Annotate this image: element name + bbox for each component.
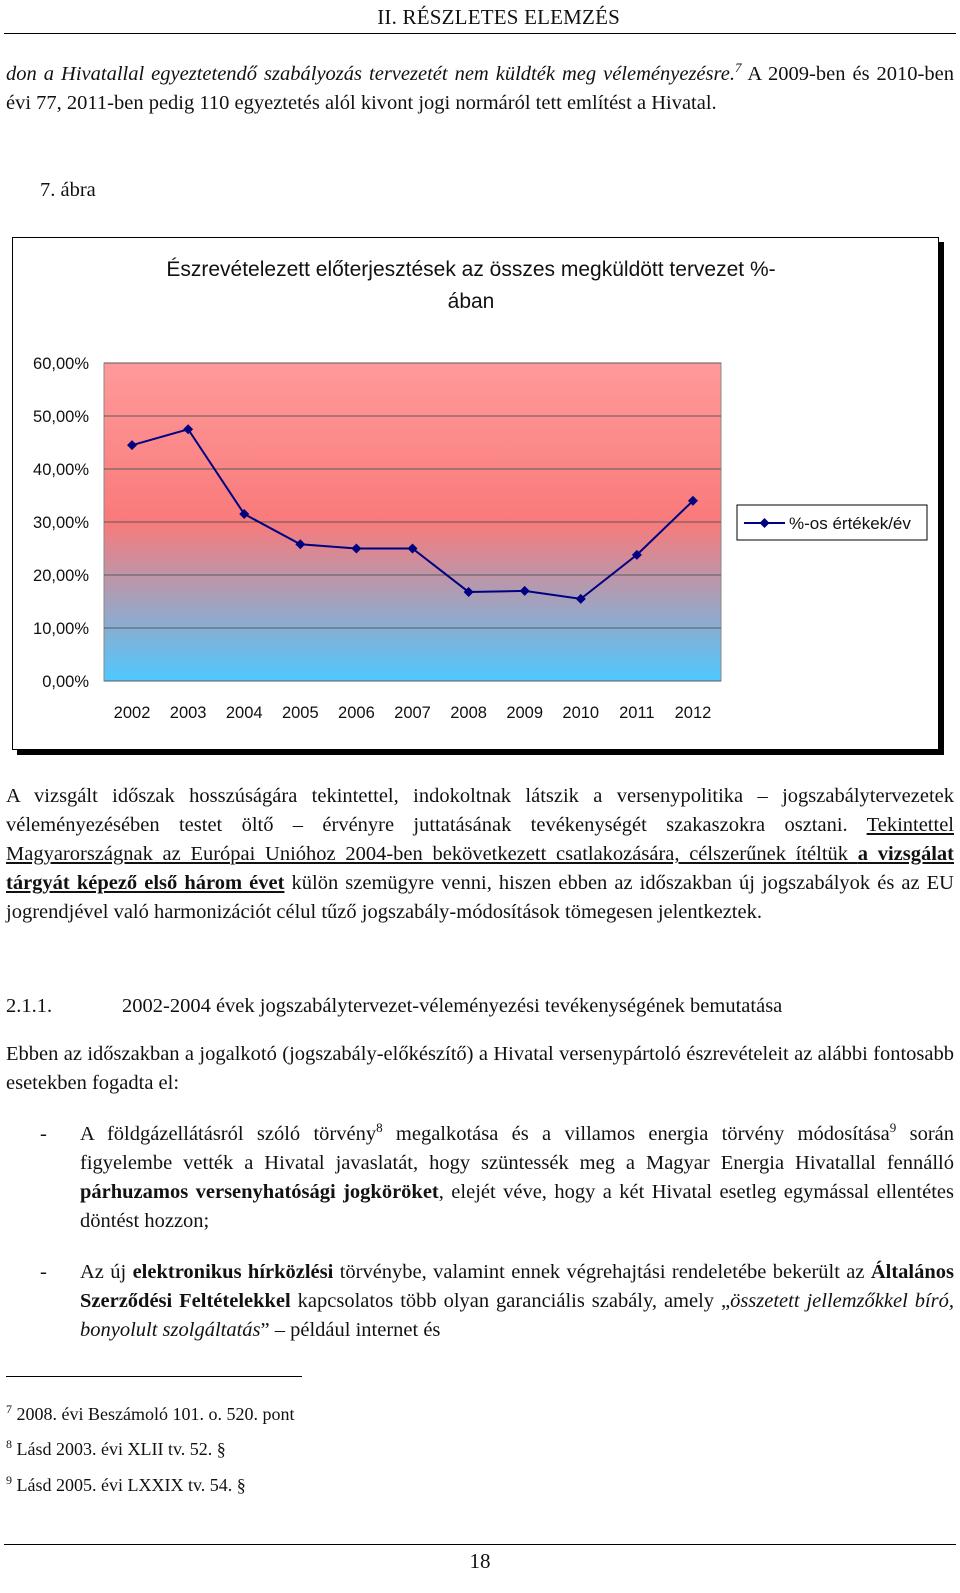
footnote-number: 7 (6, 1402, 12, 1416)
footnote-rule (6, 1376, 302, 1377)
intro-text-cont: A 2009-ben és 2010-ben évi 77, 2011-ben pedig 110 egyeztetés alól kivont jogi normáról tett említést a Hivatal. (6, 63, 954, 114)
bullet-1-text-d: , elejét véve, hogy a két Hivatal esetleg egymással ellentétes döntést hozzon; (80, 1181, 955, 1232)
page-number: 18 (469, 1549, 491, 1573)
list-bullet: - (40, 1261, 47, 1283)
x-tick-label: 2004 (225, 704, 263, 722)
intro-text: don a Hivatallal egyeztetendő szabályozás tervezetét nem küldték meg véleményezésre. (6, 63, 735, 85)
list-bullet: - (40, 1123, 47, 1145)
bullet-2-text-b: törvénybe, valamint ennek végrehajtási rendeletébe bekerült az (333, 1261, 871, 1283)
x-tick-label: 2005 (281, 704, 319, 722)
footnote-number: 9 (6, 1473, 12, 1487)
footnote-7 (6, 1402, 294, 1426)
footnote-ref-9[interactable]: 9 (889, 1120, 897, 1136)
x-tick-label: 2009 (506, 704, 544, 722)
bullet-1-text-b: megalkotása és a villamos energia törvény módosítása (382, 1123, 890, 1145)
list-item (6, 1120, 954, 1236)
header-rule (4, 33, 956, 34)
section-heading (6, 992, 954, 1021)
bullet-2-text-a: Az új (80, 1261, 133, 1283)
line-chart (12, 237, 939, 750)
bullet-2-bold-a: elektronikus hírközlési (132, 1261, 334, 1283)
footnote-ref-8[interactable]: 8 (376, 1120, 383, 1136)
bullet-1-bold: párhuzamos versenyhatósági jogköröket (80, 1181, 439, 1203)
x-tick-label: 2008 (450, 704, 487, 722)
y-tick-label: 20,00% (33, 567, 89, 585)
analysis-text-1: A vizsgált időszak hosszúságára tekintettel, indokoltnak látszik a versenypolitika – jogszabálytervezetek véleményezésében testet öltő – érvényre juttatásának tevékenységét szakaszokra osztani. (6, 785, 954, 836)
y-tick-label: 10,00% (33, 620, 89, 638)
footnote-8 (6, 1437, 226, 1461)
x-tick-label: 2002 (113, 704, 151, 722)
y-tick-label: 30,00% (33, 514, 89, 532)
list-item-text (80, 1258, 954, 1345)
bullet-2-bold-b: Általános Szerződési Feltételekkel (80, 1261, 954, 1312)
x-tick-label: 2006 (338, 704, 375, 722)
x-tick-label: 2011 (619, 704, 655, 722)
footnote-9 (6, 1473, 246, 1497)
analysis-emphasis: a vizsgálat tárgyát képező első három évet (6, 843, 954, 894)
chart-svg (13, 238, 938, 749)
y-tick-label: 40,00% (33, 461, 89, 479)
figure-label: 7. ábra (40, 179, 96, 201)
intro-paragraph (6, 60, 954, 118)
list-item (6, 1258, 954, 1345)
footnote-text: Lásd 2005. évi LXXIX tv. 54. § (16, 1475, 246, 1495)
chart-title-line-1: Észrevételezett előterjesztések az összes megküldött tervezet %- (166, 258, 776, 281)
x-tick-label: 2010 (562, 704, 600, 722)
x-tick-label: 2003 (169, 704, 207, 722)
bullet-2-italic: összetett jellemzőkkel bíró, bonyolult szolgáltatás (80, 1290, 955, 1341)
section-title: 2002-2004 évek jogszabálytervezet-véleményezési tevékenységének bemutatása (122, 995, 783, 1017)
x-tick-label: 2012 (674, 704, 712, 722)
chart-title-line-2: ában (447, 290, 495, 313)
running-header: II. RÉSZLETES ELEMZÉS (377, 5, 620, 29)
bullet-1-text-c: során figyelembe vették a Hivatal javaslatát, hogy szüntessék meg a Magyar Energia Hivatallal fennálló (80, 1123, 955, 1174)
footer-rule (4, 1544, 956, 1545)
footnote-text: 2008. évi Beszámoló 101. o. 520. pont (16, 1404, 295, 1424)
y-tick-label: 0,00% (42, 673, 89, 691)
list-item-text (80, 1120, 954, 1236)
section-intro-paragraph: Ebben az időszakban a jogalkotó (jogszabály-előkészítő) a Hivatal versenypártoló észrevételeit az alábbi fontosabb esetekben fogadta el: (6, 1043, 954, 1094)
y-tick-label: 50,00% (33, 408, 89, 426)
section-number: 2.1.1. (6, 995, 53, 1017)
footnote-number: 8 (6, 1437, 12, 1451)
legend-label: %-os értékek/év (789, 514, 911, 533)
analysis-text-2: Tekintettel Magyarországnak az Európai Unióhoz 2004-ben bekövetkezett csatlakozására, célszerűnek ítéltük (6, 814, 954, 865)
footnote-text: Lásd 2003. évi XLII tv. 52. § (16, 1439, 226, 1459)
bullet-2-text-d: ” – például internet és (260, 1319, 441, 1341)
analysis-paragraph (6, 782, 954, 927)
bullet-1-text-a: A földgázellátásról szóló törvény (80, 1123, 377, 1145)
footnote-ref-7[interactable]: 7 (734, 60, 742, 76)
x-tick-label: 2007 (394, 704, 431, 722)
y-tick-label: 60,00% (33, 355, 89, 373)
analysis-text-3: külön szemügyre venni, hiszen ebben az időszakban új jogszabályok és az EU jogrendjével való harmonizációt célul tűző jogszabály-módosítások tömegesen jelentkeztek. (6, 872, 954, 923)
bullet-2-text-c: kapcsolatos több olyan garanciális szabály, amely „ (290, 1290, 731, 1312)
